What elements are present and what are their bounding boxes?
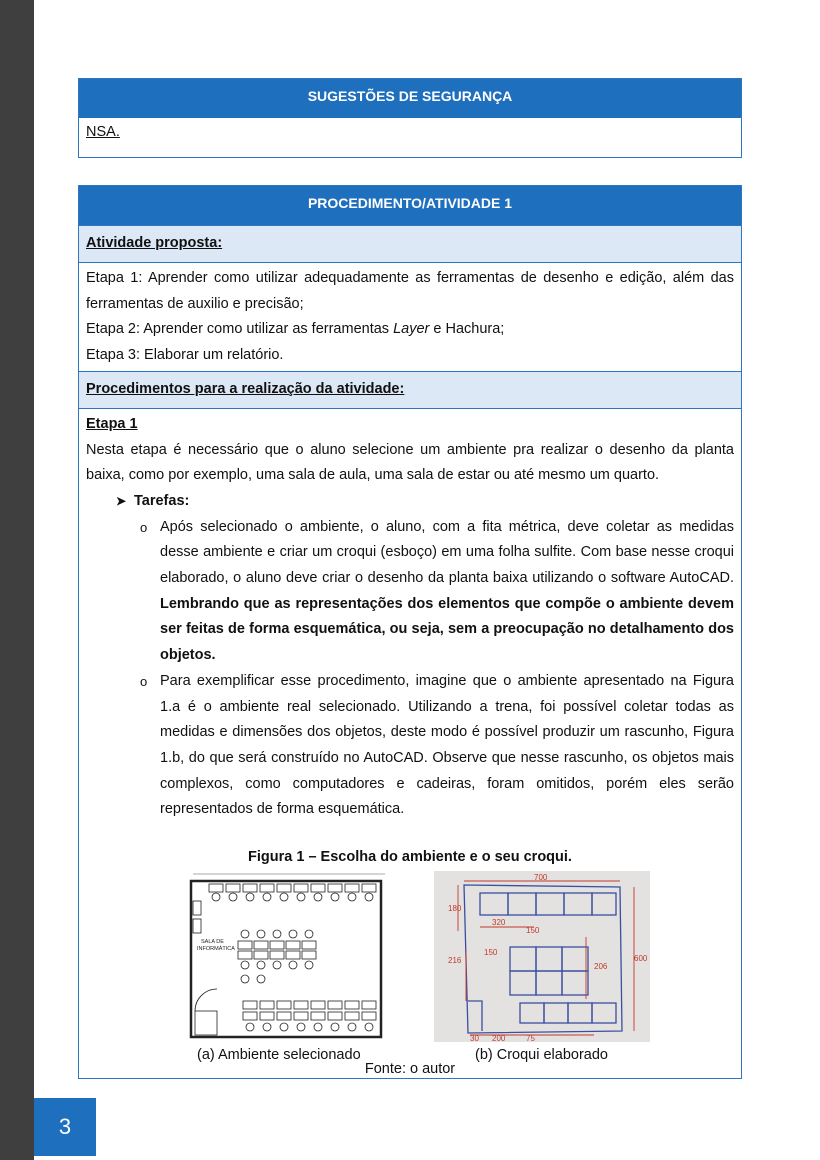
sketch-dim: 320 <box>492 917 506 927</box>
etapa-title: Etapa 1 <box>86 415 138 432</box>
procedure-box <box>78 185 742 1079</box>
task-bullet-2 <box>86 669 734 823</box>
plan-room-label: SALA DE <box>201 938 224 945</box>
sketch-dim: 150 <box>526 925 540 935</box>
sketch-dim: 75 <box>526 1033 535 1042</box>
proposed-activity-label: Atividade proposta: <box>79 225 741 263</box>
sketch-dim: 180 <box>448 903 462 913</box>
sketch-dim: 700 <box>534 872 548 882</box>
side-bar <box>0 0 34 1160</box>
caption-a: (a) Ambiente selecionado <box>197 1046 361 1063</box>
figure-source: Fonte: o autor <box>364 1060 456 1077</box>
task-bullet-1 <box>86 515 734 669</box>
sketch-dim: 30 <box>470 1033 479 1042</box>
plan-room-label-2: INFORMÁTICA <box>197 945 235 952</box>
task-bullet-1-text: Após selecionado o ambiente, o aluno, com a fita métrica, deve coletar as medidas desse ambiente e criar um croqui (esboço) em uma folha sulfite. Com base nesse croqui elaborado, o aluno deve criar o desenho da planta baixa utilizando o software AutoCAD. <box>160 518 734 587</box>
page-number: 3 <box>34 1098 96 1156</box>
step-2 <box>86 317 734 343</box>
sketch-dim: 600 <box>634 953 648 963</box>
step-3: Etapa 3: Elaborar um relatório. <box>86 347 284 364</box>
task-bullet-1-bold: Lembrando que as representações dos elementos que compõe o ambiente devem ser feitas de forma esquemática, ou seja, sem a preocupação no detalhamento dos objetos. <box>160 595 734 664</box>
figure-captions <box>86 1043 734 1061</box>
step-2-text-end: e Hachura; <box>429 321 505 338</box>
caption-b: (b) Croqui elaborado <box>475 1046 608 1063</box>
safety-body: NSA. <box>86 124 120 140</box>
step-2-text: Etapa 2: Aprender como utilizar as ferramentas <box>86 321 394 338</box>
tasks-heading <box>86 489 734 515</box>
procedures-label: Procedimentos para a realização da atividade: <box>79 371 741 409</box>
procedures-body <box>79 409 741 1080</box>
circle-bullet-icon: o <box>140 673 148 689</box>
floor-plan-image <box>185 871 389 1039</box>
etapa-text: Nesta etapa é necessário que o aluno selecione um ambiente pra realizar o desenho da planta baixa, como por exemplo, uma sala de aula, uma sala de estar ou até mesmo um quarto. <box>86 441 734 484</box>
figure-images <box>86 871 734 1043</box>
safety-box <box>78 78 742 158</box>
sketch-dim: 216 <box>448 955 462 965</box>
arrow-bullet-icon: ➤ <box>116 493 127 508</box>
safety-header: SUGESTÕES DE SEGURANÇA <box>79 79 741 118</box>
step-1: Etapa 1: Aprender como utilizar adequadamente as ferramentas de desenho e edição, além das ferramentas de auxilio e precisão; <box>86 270 734 312</box>
figure-title: Figura 1 – Escolha do ambiente e o seu croqui. <box>248 849 572 866</box>
sketch-dim: 206 <box>594 961 608 971</box>
sketch-photo <box>434 871 650 1042</box>
step-2-italic: Layer <box>393 321 430 338</box>
task-bullet-2-text: Para exemplificar esse procedimento, imagine que o ambiente apresentado na Figura 1.a é o ambiente real selecionado. Utilizando a trena, foi possível coletar todas as medidas e dimensões dos objetos, deste modo é possível produzir um rascunho, Figura 1.b, do que será construído no AutoCAD. Observe que nesse rascunho, os objetos mais complexos, como computadores e cadeiras, foram omitidos, porém eles serão representados de forma esquemática. <box>160 672 734 818</box>
sketch-dim: 150 <box>484 947 498 957</box>
sketch-dim: 200 <box>492 1033 506 1042</box>
procedure-header: PROCEDIMENTO/ATIVIDADE 1 <box>79 186 741 225</box>
tasks-label: Tarefas: <box>134 492 190 509</box>
proposed-steps <box>79 263 741 371</box>
circle-bullet-icon: o <box>140 519 148 535</box>
